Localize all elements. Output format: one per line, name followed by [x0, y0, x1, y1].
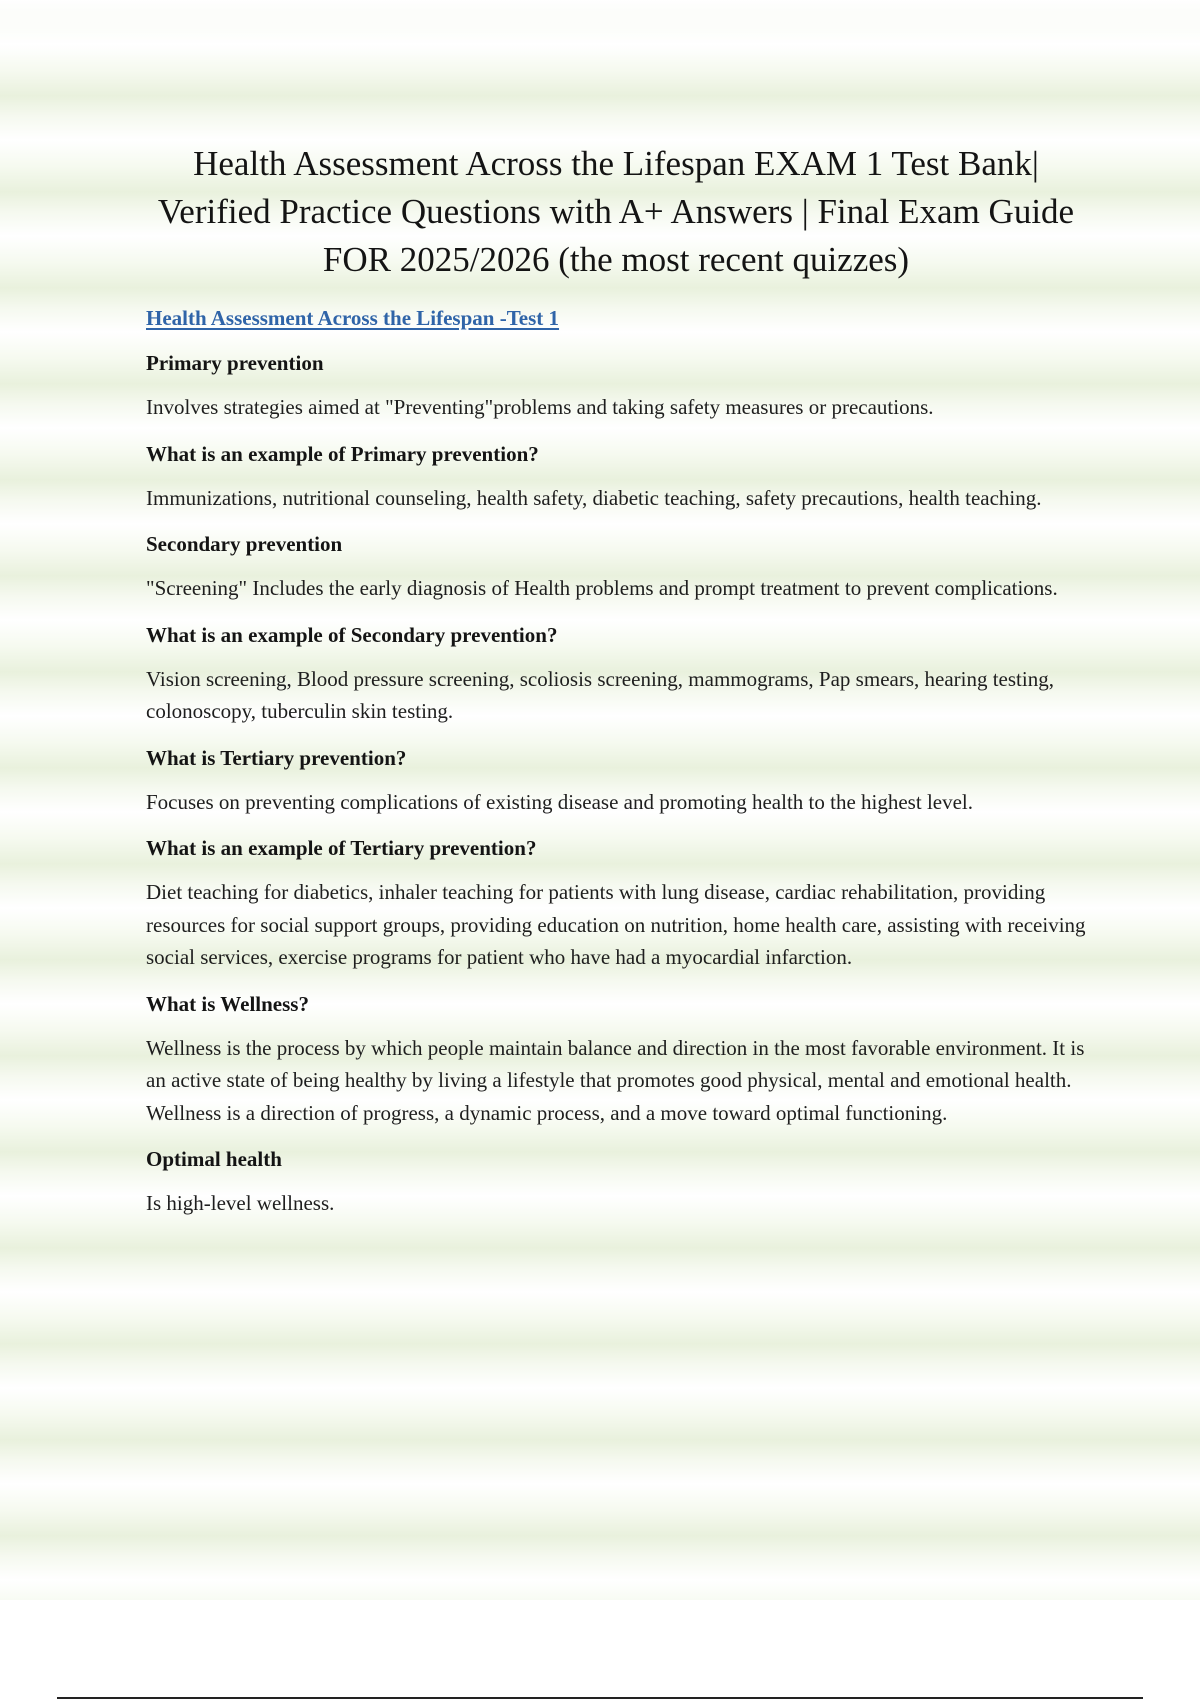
qa-item-secondary-example — [146, 621, 1086, 728]
answer-text: Diet teaching for diabetics, inhaler teaching for patients with lung disease, cardiac rehabilitation, providing resources for social support groups, providing education on nutrition, home health care, assisting with receiving social services, exercise programs for patient who have had a myocardial infarction. — [146, 880, 1086, 969]
qa-list — [146, 349, 1086, 1220]
answer-text: Wellness is the process by which people maintain balance and direction in the most favorable environment. It is an active state of being healthy by living a lifestyle that promotes good physical, mental and emotional health. Wellness is a direction of progress, a dynamic process, and a move toward optimal functioning. — [146, 1035, 1085, 1125]
question-heading: What is Wellness? — [146, 991, 309, 1016]
question-heading: What is an example of Tertiary prevention? — [146, 836, 537, 860]
answer-text: Vision screening, Blood pressure screening, scoliosis screening, mammograms, Pap smears, hearing testing, colonoscopy, tuberculin skin testing. — [146, 666, 1054, 723]
question-heading: What is an example of Secondary prevention? — [146, 622, 558, 647]
qa-item-tertiary-example — [146, 834, 1086, 974]
question-heading: Optimal health — [146, 1147, 282, 1171]
answer-text: "Screening" Includes the early diagnosis of Health problems and prompt treatment to prevent complications. — [146, 576, 1058, 600]
question-heading: Primary prevention — [146, 351, 324, 375]
answer-text: Involves strategies aimed at "Preventing"problems and taking safety measures or precautions. — [146, 395, 934, 419]
qa-item-optimal-health — [146, 1145, 1086, 1220]
qa-item-primary-example — [146, 440, 1086, 515]
document-title: Health Assessment Across the Lifespan EXAM 1 Test Bank| Verified Practice Questions with A+ Answers | Final Exam Guide FOR 2025/2026 (the most recent quizzes) — [157, 144, 1075, 279]
page-top-fade — [0, 0, 1200, 60]
question-heading: What is Tertiary prevention? — [146, 745, 407, 770]
question-heading: Secondary prevention — [146, 532, 343, 556]
qa-item-secondary-prevention — [146, 530, 1086, 605]
document-content — [146, 140, 1086, 1236]
qa-item-tertiary-prevention — [146, 744, 1086, 819]
qa-item-wellness — [146, 990, 1086, 1130]
footer-divider — [57, 1697, 1143, 1699]
section-link-test-1[interactable]: Health Assessment Across the Lifespan -Test 1 — [146, 306, 560, 330]
question-heading: What is an example of Primary prevention? — [146, 441, 539, 466]
answer-text: Immunizations, nutritional counseling, health safety, diabetic teaching, safety precautions, health teaching. — [146, 485, 1042, 510]
answer-text: Is high-level wellness. — [146, 1191, 335, 1215]
answer-text: Focuses on preventing complications of existing disease and promoting health to the highest level. — [146, 789, 973, 814]
qa-item-primary-prevention — [146, 349, 1086, 424]
